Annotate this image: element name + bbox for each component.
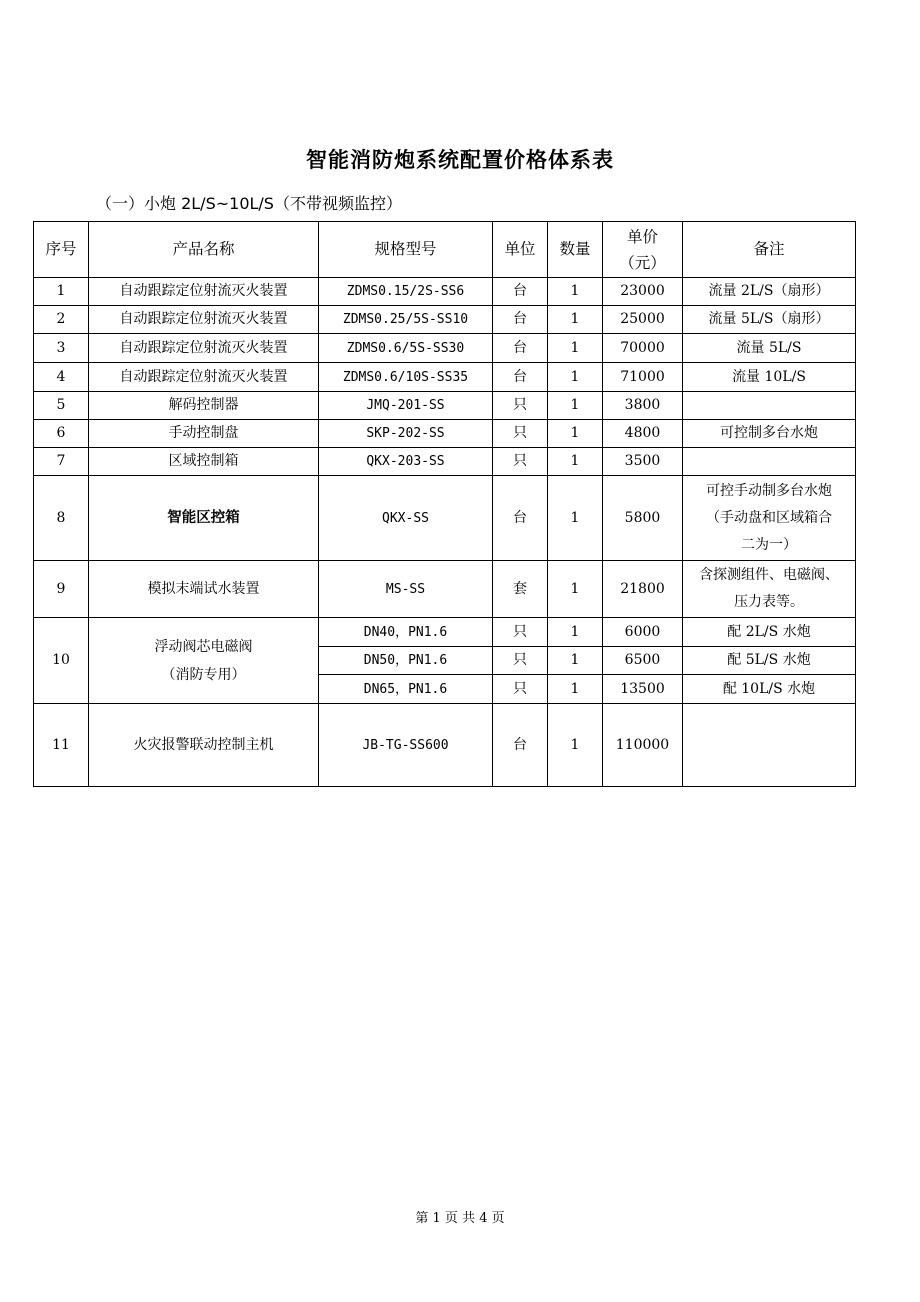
cell-qty: 1 (548, 306, 603, 334)
cell-unit: 只 (493, 448, 548, 476)
cell-no: 10 (34, 618, 89, 704)
cell-note: 流量 10L/S (683, 363, 856, 392)
cell-spec: ZDMS0.25/5S-SS10 (319, 306, 493, 334)
cell-price: 3500 (603, 448, 683, 476)
cell-no: 11 (34, 704, 89, 787)
section-subtitle: （一）小炮 2L/S~10L/S（不带视频监控） (96, 194, 402, 213)
cell-price: 13500 (603, 675, 683, 704)
cell-spec: JB-TG-SS600 (319, 704, 493, 787)
header-price-line1: 单价 (626, 227, 658, 246)
cell-name: 模拟末端试水装置 (89, 561, 319, 618)
cell-unit: 台 (493, 704, 548, 787)
table-row (34, 476, 856, 561)
cell-spec: QKX-203-SS (319, 448, 493, 476)
cell-spec: DN65，PN1.6 (319, 675, 493, 704)
cell-note: 可控制多台水炮 (683, 420, 856, 448)
cell-qty: 1 (548, 675, 603, 704)
table-row (34, 704, 856, 787)
header-qty: 数量 (548, 222, 603, 278)
cell-name: 解码控制器 (89, 392, 319, 420)
table-header-row (34, 222, 856, 278)
table-row (34, 618, 856, 647)
cell-note: 流量 2L/S（扇形） (683, 278, 856, 306)
cell-note: 流量 5L/S (683, 334, 856, 363)
header-name: 产品名称 (89, 222, 319, 278)
cell-no: 7 (34, 448, 89, 476)
cell-unit: 台 (493, 278, 548, 306)
cell-no: 9 (34, 561, 89, 618)
cell-name: 自动跟踪定位射流灭火装置 (89, 306, 319, 334)
cell-no: 3 (34, 334, 89, 363)
cell-qty: 1 (548, 704, 603, 787)
cell-name: 自动跟踪定位射流灭火装置 (89, 278, 319, 306)
note-line: （手动盘和区域箱合 (706, 509, 832, 526)
cell-qty: 1 (548, 647, 603, 675)
cell-note: 流量 5L/S（扇形） (683, 306, 856, 334)
cell-unit: 台 (493, 306, 548, 334)
cell-note (683, 392, 856, 420)
cell-name: 自动跟踪定位射流灭火装置 (89, 363, 319, 392)
cell-note (683, 704, 856, 787)
cell-note: 配 10L/S 水炮 (683, 675, 856, 704)
cell-unit: 只 (493, 420, 548, 448)
note-line: 压力表等。 (734, 594, 804, 610)
cell-price: 5800 (603, 476, 683, 561)
page-footer: 第 1 页 共 4 页 (415, 1211, 505, 1226)
table-row (34, 420, 856, 448)
cell-unit: 只 (493, 618, 548, 647)
header-unit: 单位 (493, 222, 548, 278)
cell-price: 21800 (603, 561, 683, 618)
cell-spec: MS-SS (319, 561, 493, 618)
cell-spec: DN50，PN1.6 (319, 647, 493, 675)
cell-qty: 1 (548, 618, 603, 647)
table-row (34, 334, 856, 363)
cell-note (683, 476, 856, 561)
cell-qty: 1 (548, 392, 603, 420)
cell-price: 6500 (603, 647, 683, 675)
cell-name: 自动跟踪定位射流灭火装置 (89, 334, 319, 363)
cell-qty: 1 (548, 363, 603, 392)
cell-unit: 台 (493, 476, 548, 561)
cell-qty: 1 (548, 448, 603, 476)
cell-name: 智能区控箱 (89, 476, 319, 561)
cell-no: 8 (34, 476, 89, 561)
cell-price: 3800 (603, 392, 683, 420)
cell-no: 1 (34, 278, 89, 306)
cell-qty: 1 (548, 420, 603, 448)
cell-spec: ZDMS0.6/10S-SS35 (319, 363, 493, 392)
cell-qty: 1 (548, 561, 603, 618)
header-no: 序号 (34, 222, 89, 278)
table-row (34, 278, 856, 306)
cell-unit: 只 (493, 647, 548, 675)
cell-qty: 1 (548, 334, 603, 363)
cell-qty: 1 (548, 278, 603, 306)
cell-name (89, 618, 319, 704)
cell-no: 4 (34, 363, 89, 392)
cell-price: 25000 (603, 306, 683, 334)
header-note: 备注 (683, 222, 856, 278)
cell-note: 配 2L/S 水炮 (683, 618, 856, 647)
cell-price: 4800 (603, 420, 683, 448)
table-row (34, 306, 856, 334)
note-line: 含探测组件、电磁阀、 (699, 567, 839, 583)
cell-price: 110000 (603, 704, 683, 787)
table-row (34, 392, 856, 420)
cell-spec: ZDMS0.6/5S-SS30 (319, 334, 493, 363)
cell-unit: 台 (493, 363, 548, 392)
cell-unit: 只 (493, 392, 548, 420)
cell-qty: 1 (548, 476, 603, 561)
page-title: 智能消防炮系统配置价格体系表 (306, 148, 614, 172)
cell-price: 6000 (603, 618, 683, 647)
cell-spec: DN40，PN1.6 (319, 618, 493, 647)
cell-unit: 只 (493, 675, 548, 704)
name-line: 浮动阀芯电磁阀 (154, 638, 253, 655)
table-row (34, 448, 856, 476)
cell-price: 23000 (603, 278, 683, 306)
cell-spec: QKX-SS (319, 476, 493, 561)
cell-no: 2 (34, 306, 89, 334)
price-table (33, 221, 856, 787)
cell-unit: 台 (493, 334, 548, 363)
table-row (34, 561, 856, 618)
cell-no: 6 (34, 420, 89, 448)
note-line: 可控手动制多台水炮 (706, 482, 832, 499)
table-row (34, 363, 856, 392)
cell-note (683, 448, 856, 476)
cell-spec: JMQ-201-SS (319, 392, 493, 420)
cell-note (683, 561, 856, 618)
cell-no: 5 (34, 392, 89, 420)
cell-spec: SKP-202-SS (319, 420, 493, 448)
name-line: （消防专用） (161, 666, 246, 683)
header-price-line2: （元） (619, 253, 666, 272)
cell-note: 配 5L/S 水炮 (683, 647, 856, 675)
cell-spec: ZDMS0.15/2S-SS6 (319, 278, 493, 306)
cell-name: 火灾报警联动控制主机 (89, 704, 319, 787)
cell-name: 手动控制盘 (89, 420, 319, 448)
cell-price: 70000 (603, 334, 683, 363)
cell-name: 区域控制箱 (89, 448, 319, 476)
cell-unit: 套 (493, 561, 548, 618)
cell-price: 71000 (603, 363, 683, 392)
header-price (603, 222, 683, 278)
note-line: 二为一） (741, 536, 797, 553)
header-spec: 规格型号 (319, 222, 493, 278)
